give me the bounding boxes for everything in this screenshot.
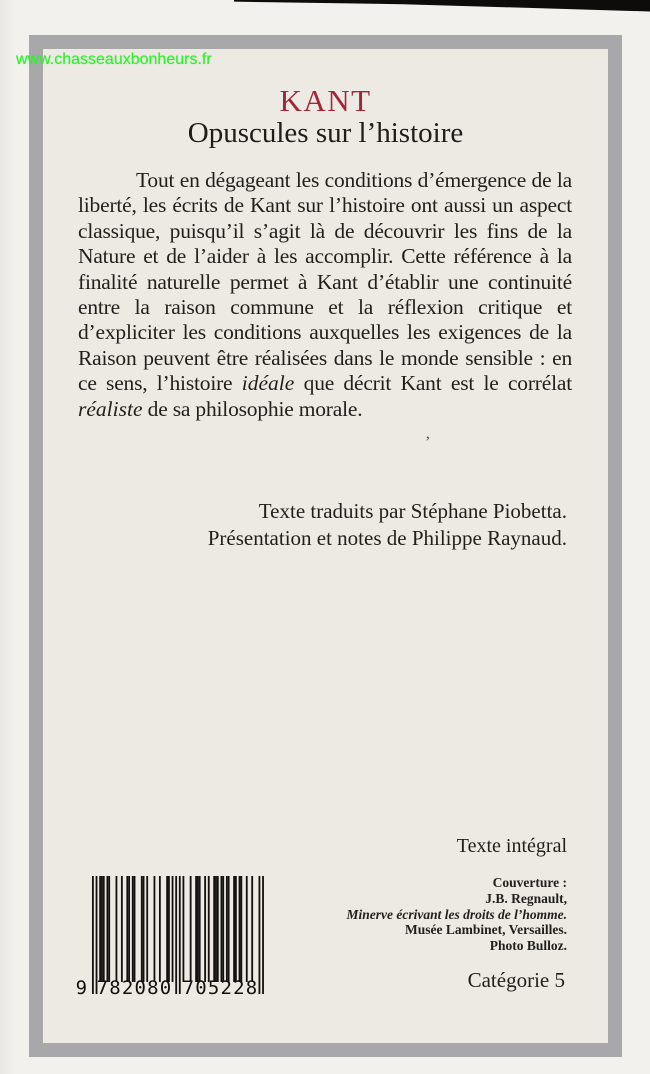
translator-line: Texte traduits par Stéphane Piobetta. <box>258 499 567 523</box>
barcode-digits-left: 782080 <box>96 977 173 999</box>
photo-background-edge <box>0 0 650 14</box>
blurb-text-1: Tout en dégageant les conditions d’émergence de la liberté, les écrits de Kant sur l’histoire ont aussi un aspect classique, puisqu’il s’agit là de découvrir les fins de la Nature et de l’aider à les accomplir. Cette référence à la finalité naturelle permet à Kant d’établir une continuité entre la raison commune et la réflexion critique et d’expliciter les conditions auxquelles les exigences de la Raison peuvent être réalisées dans le monde sensible : en ce sens, l’histoire <box>78 168 572 396</box>
credit-museum: Musée Lambinet, Versailles. <box>405 922 567 938</box>
presentation-line: Présentation et notes de Philippe Raynaud. <box>207 525 567 550</box>
credit-artist: J.B. Regnault, <box>485 890 567 906</box>
blurb-text-3: de sa philosophie morale. <box>142 396 363 421</box>
cover-content <box>43 49 608 1043</box>
book-cover <box>29 35 622 1057</box>
credit-artwork-title: Minerve écrivant les droits de l’homme. <box>346 906 567 922</box>
translator-credits <box>208 498 567 551</box>
credit-photo: Photo Bulloz. <box>489 938 567 954</box>
watermark-url: www.chasseauxbonheurs.fr <box>16 51 212 68</box>
isbn-barcode <box>75 876 275 1014</box>
edition-note: Texte intégral <box>456 835 567 857</box>
cover-art-credits <box>347 875 567 954</box>
blurb-text-2: que décrit Kant est le corrélat <box>294 371 572 396</box>
back-blurb <box>78 168 572 422</box>
author-name: KANT <box>279 83 372 118</box>
barcode-digits-right: 705228 <box>182 977 259 999</box>
stray-print-mark: ’ <box>424 434 430 451</box>
book-title: Opuscules sur l’histoire <box>187 117 464 149</box>
category-label: Catégorie 5 <box>467 968 565 992</box>
credit-label: Couverture : <box>492 875 567 890</box>
barcode-digit-prefix: 9 <box>75 977 89 999</box>
blurb-italic-ideale: idéale <box>241 371 295 396</box>
title-block <box>43 85 608 149</box>
blurb-italic-realiste: réaliste <box>78 396 143 421</box>
